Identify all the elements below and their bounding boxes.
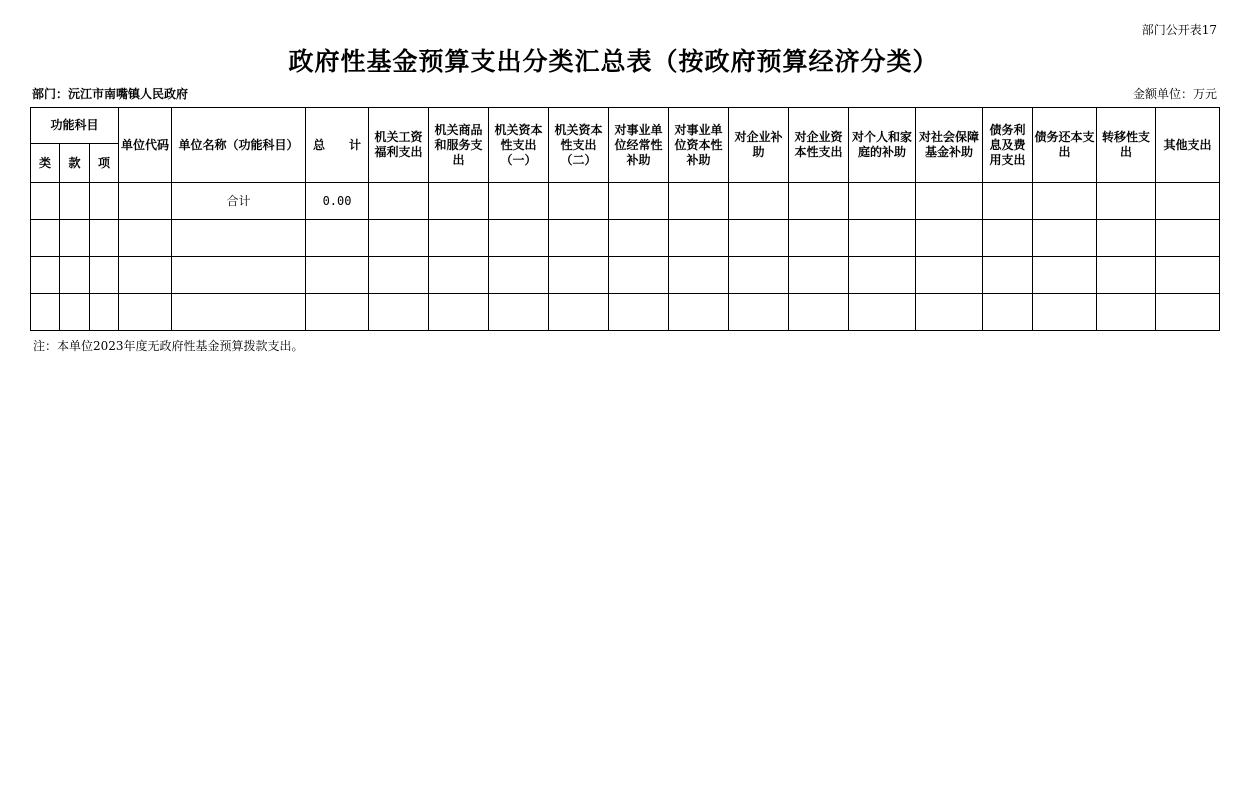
amount-unit-label: 金额单位：万元 bbox=[1132, 87, 1217, 101]
header-household-subsidy: 对个人和家庭的补助 bbox=[849, 108, 916, 183]
page-title: 政府性基金预算支出分类汇总表（按政府预算经济分类） bbox=[288, 47, 939, 76]
header-other: 其他支出 bbox=[1156, 108, 1220, 183]
header-capital-1: 机关资本性支出（一） bbox=[489, 108, 549, 183]
total-row-label: 合计 bbox=[172, 183, 306, 220]
header-transfer: 转移性支出 bbox=[1097, 108, 1156, 183]
budget-table bbox=[30, 107, 1220, 331]
header-institution-capital-subsidy: 对事业单位资本性补助 bbox=[669, 108, 729, 183]
header-goods-services: 机关商品和服务支出 bbox=[429, 108, 489, 183]
header-enterprise-capital: 对企业资本性支出 bbox=[789, 108, 849, 183]
header-section: 款 bbox=[60, 144, 90, 183]
table-row bbox=[31, 220, 1220, 257]
table-row bbox=[31, 294, 1220, 331]
header-salary-welfare: 机关工资福利支出 bbox=[369, 108, 429, 183]
header-debt-interest: 债务利息及费用支出 bbox=[983, 108, 1033, 183]
header-institution-regular-subsidy: 对事业单位经常性补助 bbox=[609, 108, 669, 183]
total-row-amount: 0.00 bbox=[306, 183, 369, 220]
footnote: 注：本单位2023年度无政府性基金预算拨款支出。 bbox=[33, 339, 304, 353]
header-capital-2: 机关资本性支出（二） bbox=[549, 108, 609, 183]
header-debt-principal: 债务还本支出 bbox=[1033, 108, 1097, 183]
header-total: 总 计 bbox=[306, 108, 369, 183]
header-enterprise-subsidy: 对企业补助 bbox=[729, 108, 789, 183]
header-unit-name: 单位名称（功能科目） bbox=[172, 108, 306, 183]
header-social-security-subsidy: 对社会保障基金补助 bbox=[916, 108, 983, 183]
table-row-total bbox=[31, 183, 1220, 220]
header-category: 类 bbox=[31, 144, 60, 183]
table-row bbox=[31, 257, 1220, 294]
header-function-subject: 功能科目 bbox=[31, 108, 119, 144]
table-number: 部门公开表17 bbox=[1141, 23, 1217, 37]
header-unit-code: 单位代码 bbox=[119, 108, 172, 183]
department-label: 部门：沅江市南嘴镇人民政府 bbox=[32, 87, 189, 101]
header-item: 项 bbox=[90, 144, 119, 183]
